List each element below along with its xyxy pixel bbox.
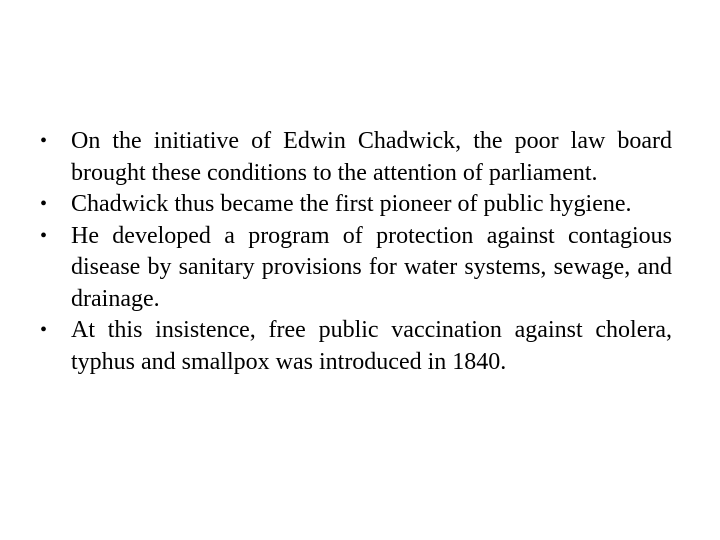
bullet-dot-icon: • (40, 224, 48, 247)
bullet-text: He developed a program of protection against contagious disease by sanitary provisions for water systems, sewage, and drainage. (71, 222, 672, 312)
bullet-item (40, 189, 672, 221)
bullet-item (40, 221, 672, 316)
bullet-dot-icon: • (40, 319, 48, 341)
bullet-text: Chadwick thus became the first pioneer of public hygiene. (71, 191, 632, 217)
bullet-item (40, 126, 672, 189)
bullet-dot-icon: • (40, 130, 48, 152)
bullet-text: At this insistence, free public vaccination against cholera, typhus and smallpox was introduced in 1840. (71, 317, 672, 375)
bullet-dot-icon: • (40, 193, 48, 215)
bullet-item (40, 315, 672, 378)
bullet-text: On the initiative of Edwin Chadwick, the poor law board brought these conditions to the attention of parliament. (71, 128, 672, 186)
bullet-list (40, 126, 672, 378)
